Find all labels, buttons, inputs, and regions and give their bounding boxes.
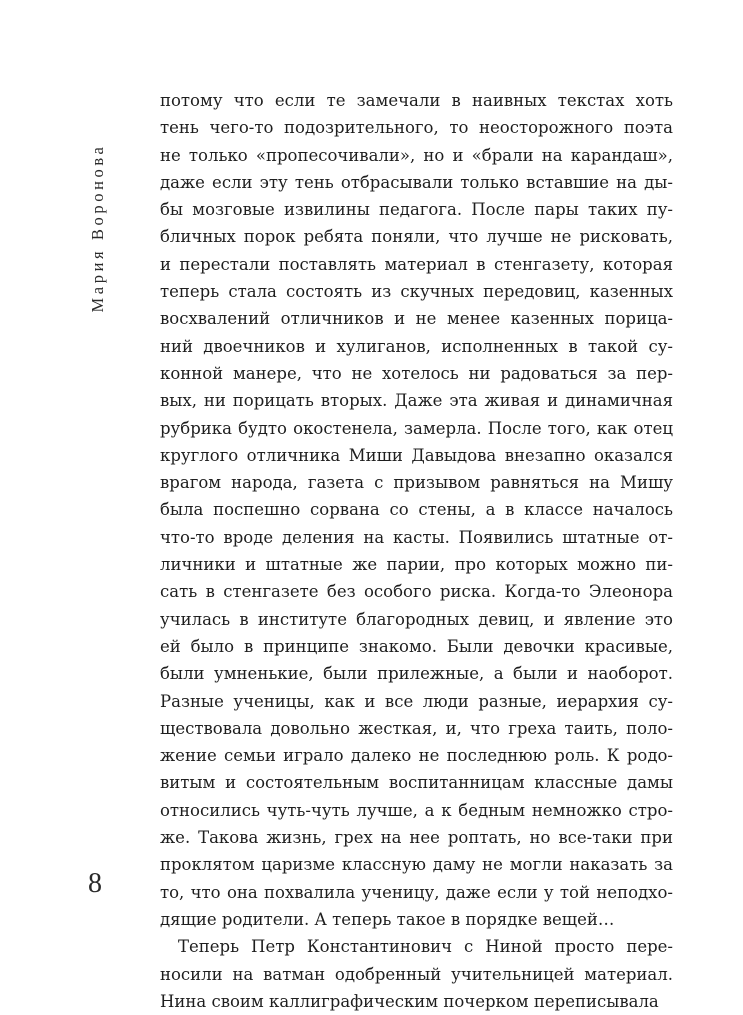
text-line: врагом народа, газета с призывом равняться на Мишу	[160, 473, 673, 493]
text-line: тень чего-то подозрительного, то неосторожного поэта	[160, 118, 673, 138]
text-line: носили на ватман одобренный учительницей материал.	[160, 964, 673, 984]
paragraph	[160, 933, 673, 1015]
text-line: и перестали поставлять материал в стенгазету, которая	[160, 254, 673, 274]
page-number: 8	[88, 868, 102, 899]
text-line: проклятом царизме классную даму не могли наказать за	[160, 855, 673, 875]
text-line: теперь стала состоять из скучных передовиц, казенных	[160, 282, 673, 302]
text-line: Теперь Петр Константинович с Ниной просто пере-	[178, 937, 673, 957]
text-line: ществовала довольно жесткая, и, что греха таить, поло-	[160, 718, 673, 738]
text-line: вых, ни порицать вторых. Даже эта живая и динамичная	[160, 391, 673, 411]
paragraph	[160, 87, 673, 933]
text-line: даже если эту тень отбрасывали только вставшие на ды-	[160, 172, 673, 192]
text-line: Нина своим каллиграфическим почерком переписывала	[160, 991, 659, 1011]
text-line: что-то вроде деления на касты. Появились штатные от-	[160, 527, 673, 547]
text-line: училась в институте благородных девиц, и явление это	[160, 609, 673, 629]
text-line: бы мозговые извилины педагога. После пары таких пу-	[160, 200, 673, 220]
text-line: восхвалений отличников и не менее казенных порица-	[160, 309, 673, 329]
text-line: бличных порок ребята поняли, что лучше не рисковать,	[160, 227, 673, 247]
text-line: витым и состоятельным воспитанницам классные дамы	[160, 773, 673, 793]
text-line: круглого отличника Миши Давыдова внезапно оказался	[160, 445, 673, 465]
text-line: Разные ученицы, как и все люди разные, иерархия су-	[160, 691, 673, 711]
text-line: ей было в принципе знакомо. Были девочки красивые,	[160, 636, 673, 656]
text-line: не только «пропесочивали», но и «брали на карандаш»,	[160, 145, 673, 165]
body-text	[160, 87, 673, 1015]
text-line: сать в стенгазете без особого риска. Когда-то Элеонора	[160, 582, 673, 602]
text-line: относились чуть-чуть лучше, а к бедным немножко стро-	[160, 800, 673, 820]
text-line: были умненькие, были прилежные, а были и наоборот.	[160, 664, 673, 684]
text-line: потому что если те замечали в наивных текстах хоть	[160, 91, 673, 110]
text-line: дящие родители. А теперь такое в порядке вещей…	[160, 909, 615, 929]
text-line: ний двоечников и хулиганов, исполненных в такой су-	[160, 336, 673, 356]
running-head-author: Мария Воронова	[88, 143, 107, 313]
text-line: была поспешно сорвана со стены, а в классе началось	[160, 500, 673, 520]
text-line: же. Такова жизнь, грех на нее роптать, но все-таки при	[160, 828, 673, 848]
text-line: личники и штатные же парии, про которых можно пи-	[160, 555, 673, 575]
text-line: рубрика будто окостенела, замерла. После того, как отец	[160, 418, 673, 438]
text-line: жение семьи играло далеко не последнюю роль. К родо-	[160, 746, 673, 766]
text-line: конной манере, что не хотелось ни радоваться за пер-	[160, 363, 673, 383]
text-line: то, что она похвалила ученицу, даже если у той неподхо-	[160, 882, 673, 902]
